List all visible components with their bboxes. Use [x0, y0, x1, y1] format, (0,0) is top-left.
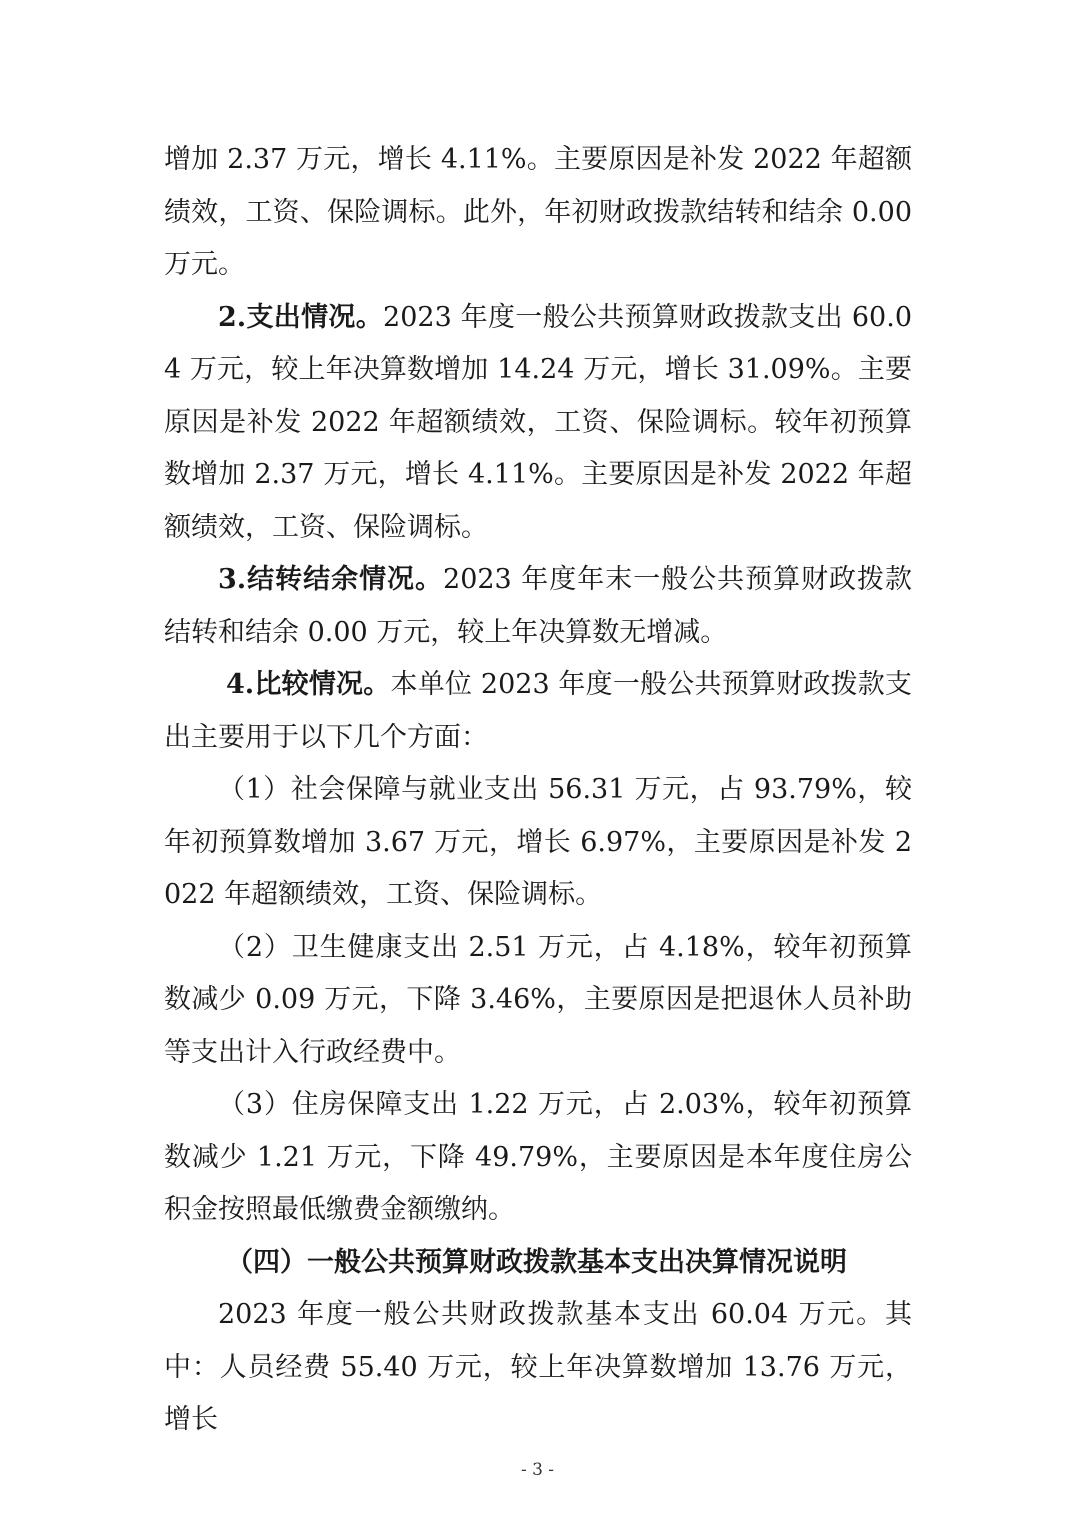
paragraph-item-housing	[164, 1079, 912, 1237]
paragraph-comparison	[164, 659, 912, 764]
paragraph-text: 2023 年度一般公共财政拨款基本支出 60.04 万元。其中：人员经费 55.40 万元，较上年决算数增加 13.76 万元，增长	[164, 1299, 912, 1435]
paragraph-text: （1）社会保障与就业支出 56.31 万元，占 93.79%，较年初预算数增加 3.67 万元，增长 6.97%，主要原因是补发 2022 年超额绩效，工资、保险调标。	[164, 774, 912, 910]
paragraph-text: 本单位 2023 年度一般公共预算财政拨款支出主要用于以下几个方面：	[164, 669, 912, 753]
paragraph-text: 2023 年度年末一般公共预算财政拨款结转和结余 0.00 万元，较上年决算数无增减。	[164, 564, 913, 648]
section-heading: （四）一般公共预算财政拨款基本支出决算情况说明	[226, 1246, 847, 1278]
paragraph-item-health	[164, 922, 912, 1080]
paragraph-text: 2023 年度一般公共预算财政拨款支出 60.04 万元，较上年决算数增加 14.24 万元，增长 31.09%。主要原因是补发 2022 年超额绩效，工资、保险调标。较年初预算数增加 2.37 万元，增长 4.11%。主要原因是补发 2022 年超额绩效，工资、保险调标。	[164, 301, 912, 543]
paragraph-income-continuation	[164, 134, 912, 292]
paragraph-text: （3）住房保障支出 1.22 万元，占 2.03%，较年初预算数减少 1.21 万元，下降 49.79%，主要原因是本年度住房公积金按照最低缴费金额缴纳。	[164, 1089, 912, 1225]
paragraph-item-social-security	[164, 764, 912, 922]
paragraph-lead-expenditure: 2.支出情况。	[218, 301, 384, 333]
paragraph-basic-expenditure	[164, 1289, 912, 1447]
paragraph-lead-carryover: 3.结转结余情况。	[218, 564, 444, 595]
document-page	[164, 134, 912, 1447]
paragraph-text: （2）卫生健康支出 2.51 万元，占 4.18%，较年初预算数减少 0.09 万元，下降 3.46%，主要原因是把退休人员补助等支出计入行政经费中。	[164, 931, 912, 1068]
page-number: - 3 -	[520, 1460, 555, 1480]
paragraph-expenditure	[164, 292, 912, 555]
paragraph-text: 增加 2.37 万元，增长 4.11%。主要原因是补发 2022 年超额绩效，工资、保险调标。此外，年初财政拨款结转和结余 0.00 万元。	[164, 144, 912, 280]
paragraph-lead-comparison: 4.比较情况。	[226, 669, 391, 700]
paragraph-carryover	[164, 554, 912, 659]
